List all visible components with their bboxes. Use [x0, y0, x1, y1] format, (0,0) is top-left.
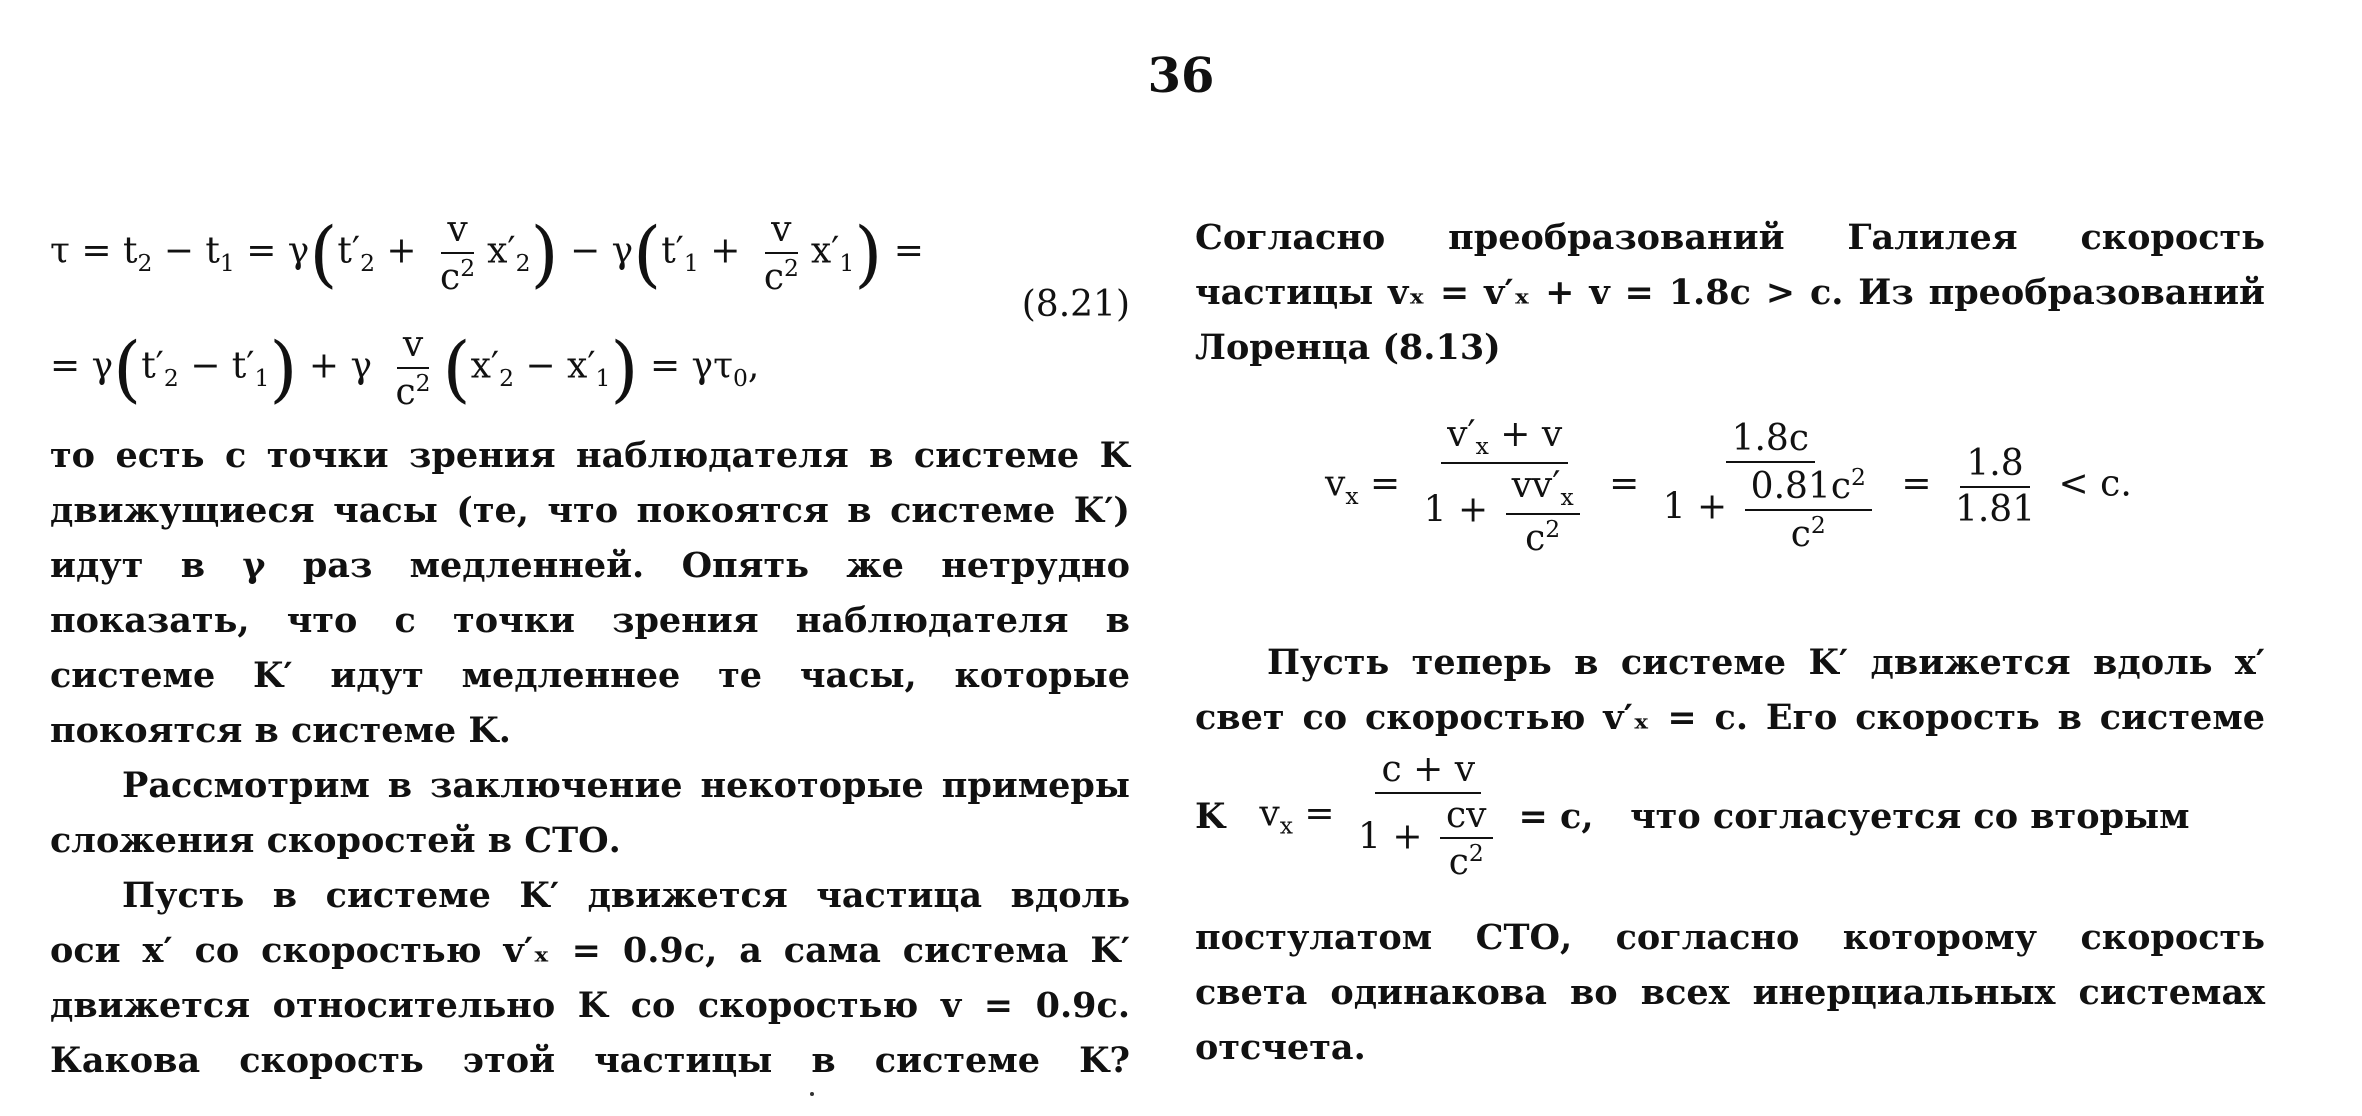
text-line: отсчета. [1195, 1027, 1366, 1068]
inline-eq-prefix: K [1195, 795, 1226, 837]
text-line: движущиеся часы (те, что покоятся в системе K′) [50, 490, 1130, 531]
inline-eq-suffix: = c, что согласуется со вторым [1518, 795, 2190, 837]
equation-light-speed: K $v_x$ = c + v 1 + $\frac{cv}{c^2}$ = c, что согласуется со вторым [1195, 749, 2190, 884]
equation-number: (8.21) [1021, 284, 1130, 325]
paragraph-galileo [1195, 210, 2265, 375]
text-line: системе K′ идут медленнее те часы, которые [50, 655, 1130, 696]
left-column [50, 209, 1130, 1081]
text-line: Пусть в системе K′ движется частица вдоль [122, 875, 1130, 916]
page-number: 36 [1147, 48, 1215, 104]
paragraph-time-dilation [50, 428, 1130, 758]
scan-speck [810, 1092, 814, 1096]
text-line: света одинакова во всех инерциальных системах [1195, 972, 2265, 1013]
text-line: показать, что с точки зрения наблюдателя в [50, 600, 1130, 641]
text-line: идут в γ раз медленней. Опять же нетрудно [50, 545, 1130, 586]
text-line: движется относительно K со скоростью v = 0.9c. [50, 985, 1130, 1026]
equation-8-21-line-1: $\tau = t_2 - t_1 = \gamma(t'_2$ + $\frac{v}{c^2}$ $x'_2) - \gamma(t'_1$ + $\frac{v}{c^2}$ $x'_1$) = [50, 209, 924, 298]
text-line: свет со скоростью v′ₓ = c. Его скорость в системе [1195, 697, 2265, 738]
paragraph-postulate [1195, 910, 2265, 1075]
text-line: оси x′ со скоростью v′ₓ = 0.9c, а сама система K′ [50, 930, 1130, 971]
text-line: покоятся в системе K. [50, 710, 511, 751]
text-line: Согласно преобразований Галилея скорость [1195, 217, 2265, 258]
text-line: то есть с точки зрения наблюдателя в системе K [50, 435, 1130, 476]
text-line: Какова скорость этой частицы в системе K? [50, 1040, 1130, 1081]
text-line: сложения скоростей в СТО. [50, 820, 621, 861]
paragraph-problem [50, 868, 1130, 1088]
equation-8-21-line-2: = $\gamma(t'_2 - t'_1) + \gamma$ $\frac{v}{c^2}$ $(x'_2 - x'_1) = \gamma\tau_0$, [50, 324, 760, 413]
right-column [1195, 210, 2265, 1070]
text-line: Лоренца (8.13) [1195, 327, 1501, 368]
text-line: Рассмотрим в заключение некоторые примеры [122, 765, 1130, 806]
paragraph-light [1195, 635, 2265, 745]
text-line: постулатом СТО, согласно которому скорость [1195, 917, 2265, 958]
text-line: частицы vₓ = v′ₓ + v = 1.8c > c. Из преобразований [1195, 272, 2265, 313]
equation-lorentz-velocity: $v_x$ = $v'_x + v$ 1 + $\frac{vv'_x}{c^2}$ = 1.8c 1 + $\frac{0.81c^2}{c^2}$ = $\frac{1.8}{1.81}$ < c. [1325, 414, 2132, 559]
text-line: Пусть теперь в системе K′ движется вдоль x′ [1267, 642, 2265, 683]
paragraph-examples-intro [50, 758, 1130, 868]
